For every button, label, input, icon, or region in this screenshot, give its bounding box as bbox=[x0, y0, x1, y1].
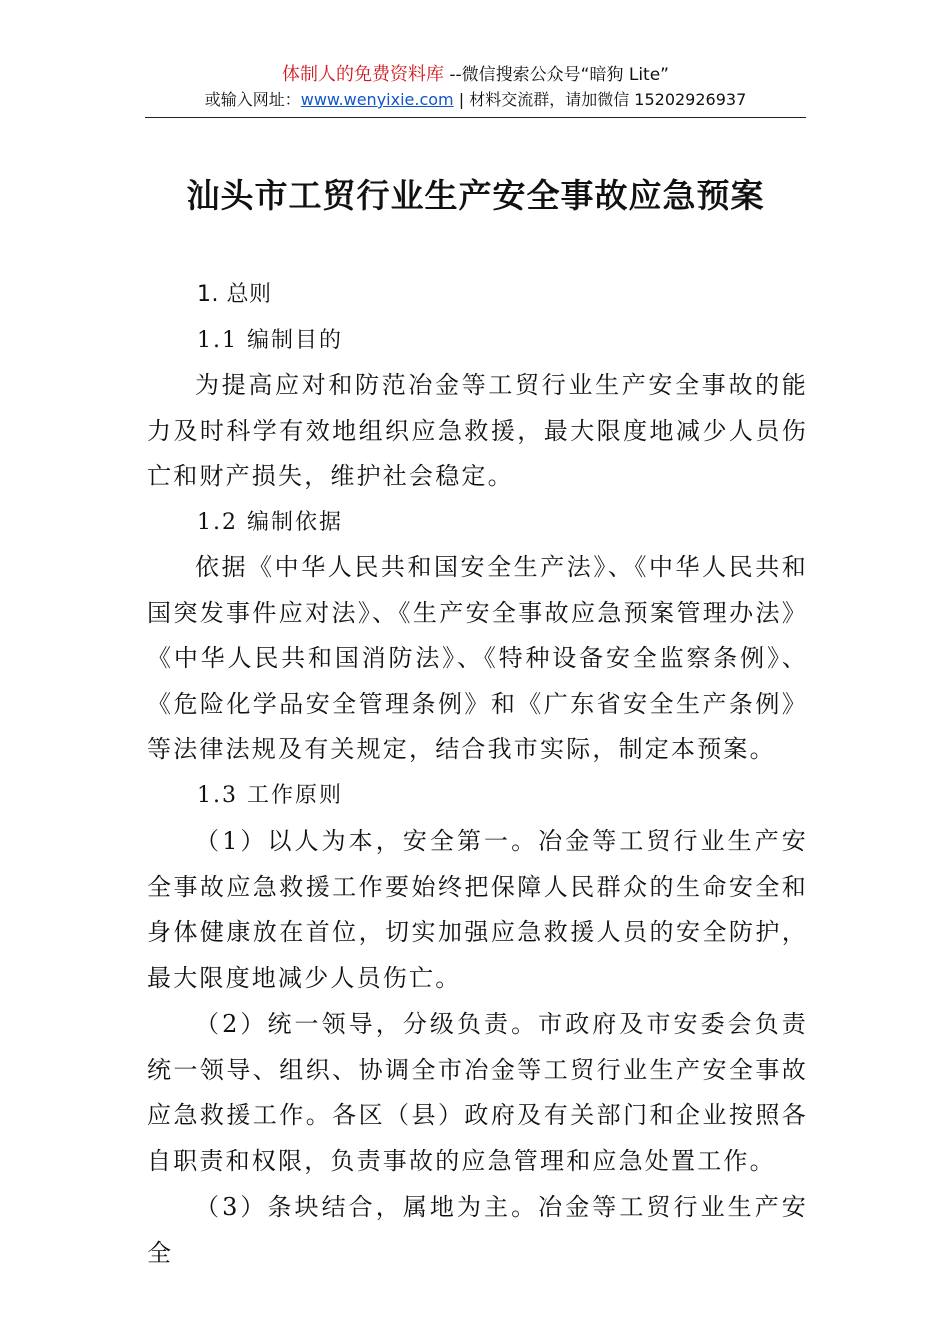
section-heading-general: 1. 总则 bbox=[197, 282, 272, 307]
section-heading-principles: 1.3 工作原则 bbox=[197, 782, 343, 808]
paragraph-purpose: 为提高应对和防范冶金等工贸行业生产安全事故的能力及时科学有效地组织应急救援，最大限度地减少人员伤亡和财产损失，维护社会稳定。 bbox=[147, 371, 808, 490]
document-title: 汕头市工贸行业生产安全事故应急预案 bbox=[186, 176, 765, 215]
header-brand: 体制人的免费资料库 bbox=[281, 64, 444, 85]
document-body bbox=[147, 272, 808, 1276]
header-site-link[interactable]: www.wenyixie.com bbox=[300, 90, 454, 109]
header-contact-line bbox=[145, 88, 806, 112]
header-divider bbox=[145, 117, 806, 118]
header-contact-text: | 材料交流群，请加微信 15202926937 bbox=[453, 90, 747, 109]
paragraph-basis: 依据《中华人民共和国安全生产法》、《中华人民共和国突发事件应对法》、《生产安全事故应急预案管理办法》《中华人民共和国消防法》、《特种设备安全监察条例》、《危险化学品安全管理条例》和《广东省安全生产条例》等法律法规及有关规定，结合我市实际，制定本预案。 bbox=[147, 553, 808, 763]
paragraph-principle-2: （2）统一领导，分级负责。市政府及市安委会负责统一领导、组织、协调全市冶金等工贸行业生产安全事故应急救援工作。各区（县）政府及有关部门和企业按照各自职责和权限，负责事故的应急管理和应急处置工作。 bbox=[147, 1010, 808, 1175]
paragraph-principle-3: （3）条块结合，属地为主。冶金等工贸行业生产安全 bbox=[147, 1193, 808, 1267]
header-site-prefix: 或输入网址： bbox=[204, 90, 301, 109]
section-heading-basis: 1.2 编制依据 bbox=[197, 509, 343, 535]
header-wechat-text: --微信搜索公众号“暗狗 Lite” bbox=[443, 65, 669, 85]
header-promo-line bbox=[145, 62, 806, 88]
paragraph-principle-1: （1）以人为本，安全第一。冶金等工贸行业生产安全事故应急救援工作要始终把保障人民群众的生命安全和身体健康放在首位，切实加强应急救援人员的安全防护，最大限度地减少人员伤亡。 bbox=[147, 827, 808, 992]
page-header bbox=[145, 62, 806, 112]
section-heading-purpose: 1.1 编制目的 bbox=[197, 327, 343, 353]
